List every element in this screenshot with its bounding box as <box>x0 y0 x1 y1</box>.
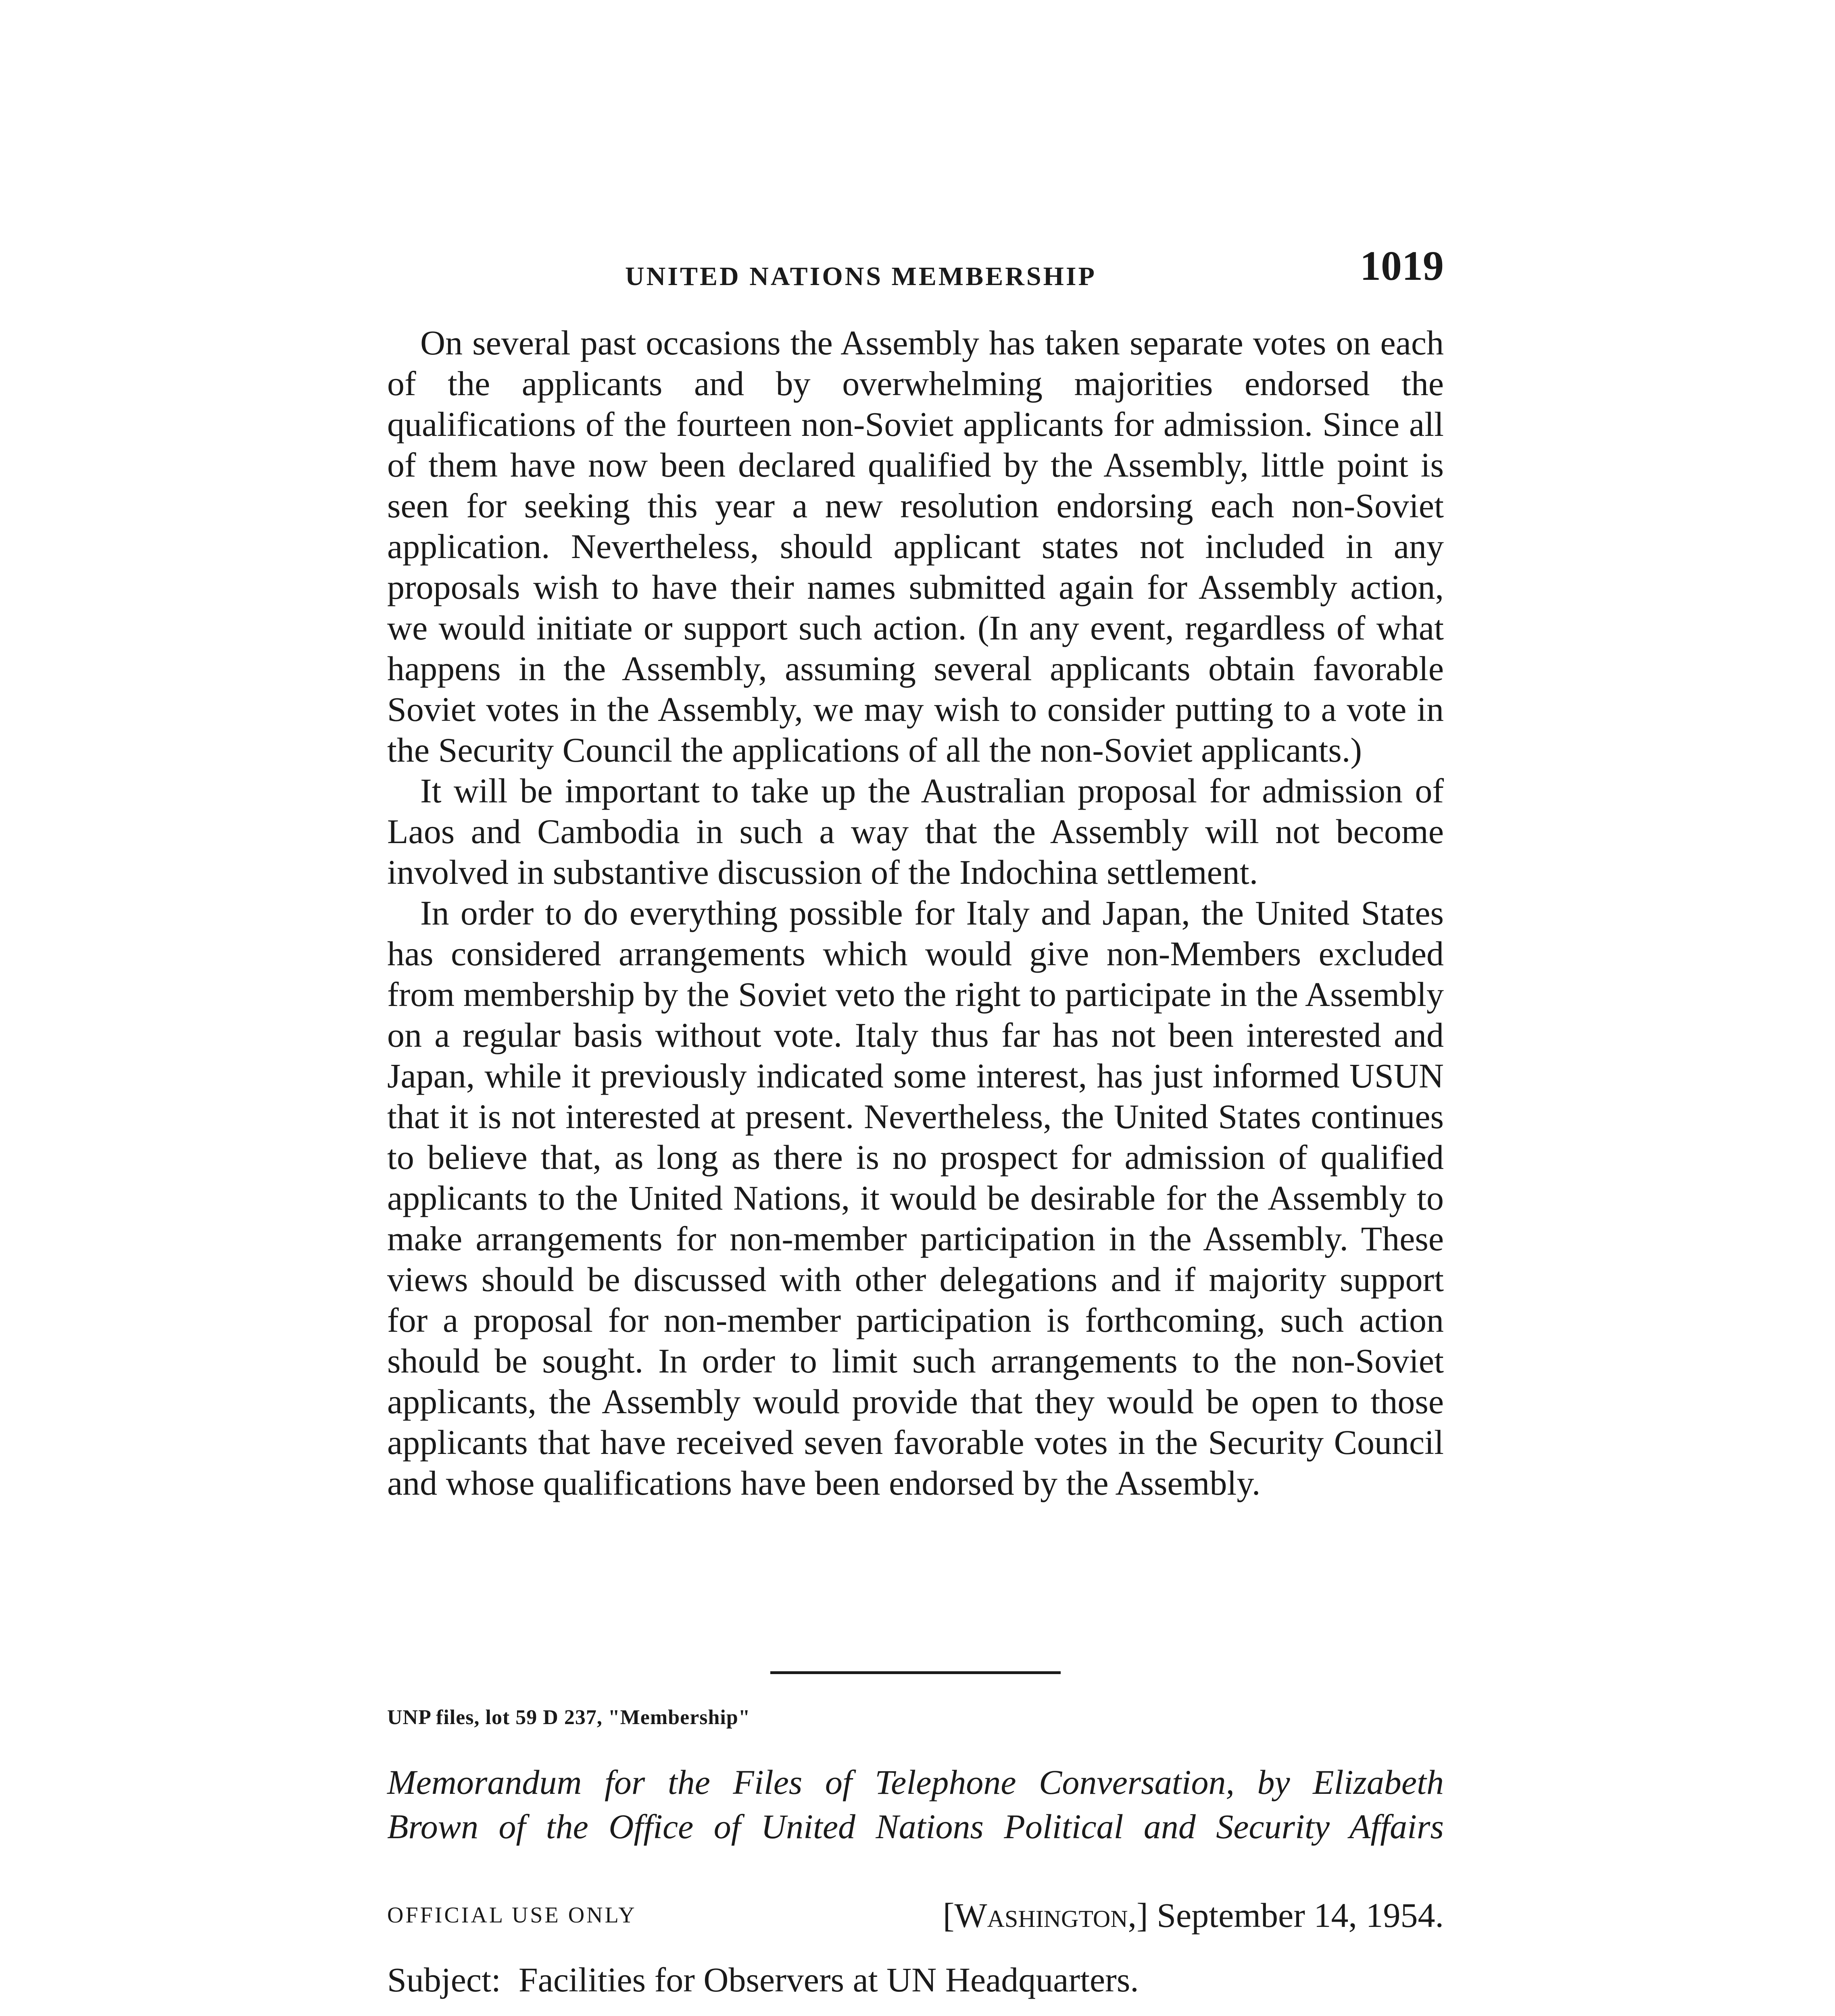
subject-line <box>387 1960 1139 2000</box>
subject-label: Subject: <box>387 1960 501 1999</box>
classification-marking: OFFICIAL USE ONLY <box>387 1903 637 1928</box>
dateline <box>943 1895 1444 1935</box>
body-paragraph: On several past occasions the Assembly has taken separate votes on each of the applicants and by overwhelming majorities endorsed the qualifications of the fourteen non-Soviet applicants for admission. Since all of them have now been declared qualified by the Assembly, little point is seen for seeking this year a new resolution endorsing each non-Soviet application. Nevertheless, should applicant states not included in any proposals wish to have their names submitted again for Assembly action, we would initiate or support such action. (In any event, regardless of what happens in the Assembly, assuming several applicants obtain favorable Soviet votes in the Assembly, we may wish to consider putting to a vote in the Security Council the applications of all the non-Soviet applicants.) <box>387 323 1444 769</box>
running-head: UNITED NATIONS MEMBERSHIP <box>625 262 1097 291</box>
dateline-place: [Washington,] <box>943 1896 1148 1935</box>
document-title-line: Brown of the Office of United Nations Political and Security Affairs <box>387 1807 1444 1846</box>
page-number: 1019 <box>1360 243 1444 289</box>
document-title-line: Memorandum for the Files of Telephone Conversation, by Elizabeth <box>387 1763 1444 1801</box>
body-paragraph: In order to do everything possible for Italy and Japan, the United States has considered arrangements which would give non-Members excluded from membership by the Soviet veto the right to participate in the Assembly on a regular basis without vote. Italy thus far has not been interested and Japan, while it previously indicated some interest, has just informed USUN that it is not interested at present. Nevertheless, the United States continues to believe that, as long as there is no prospect for admission of qualified applicants to the United Nations, it would be desirable for the Assembly to make arrangements for non-member participation in the Assembly. These views should be discussed with other delegations and if majority support for a proposal for non-member participation is forthcoming, such action should be sought. In order to limit such arrangements to the non-Soviet applicants, the Assembly would provide that they would be open to those applicants that have received seven favorable votes in the Security Council and whose qualifications have been endorsed by the Assembly. <box>387 893 1444 1502</box>
page-header <box>387 242 1444 302</box>
document-title <box>387 1760 1444 1849</box>
document-meta <box>387 1895 1444 1935</box>
dateline-date: September 14, 1954. <box>1157 1896 1444 1935</box>
source-note: UNP files, lot 59 D 237, "Membership" <box>387 1706 751 1729</box>
body-text <box>387 323 1444 1504</box>
section-divider <box>770 1671 1061 1674</box>
subject-text: Facilities for Observers at UN Headquarters. <box>518 1960 1139 1999</box>
body-paragraph: It will be important to take up the Australian proposal for admission of Laos and Cambodia in such a way that the Assembly will not become involved in substantive discussion of the Indochina settlement. <box>387 771 1444 891</box>
